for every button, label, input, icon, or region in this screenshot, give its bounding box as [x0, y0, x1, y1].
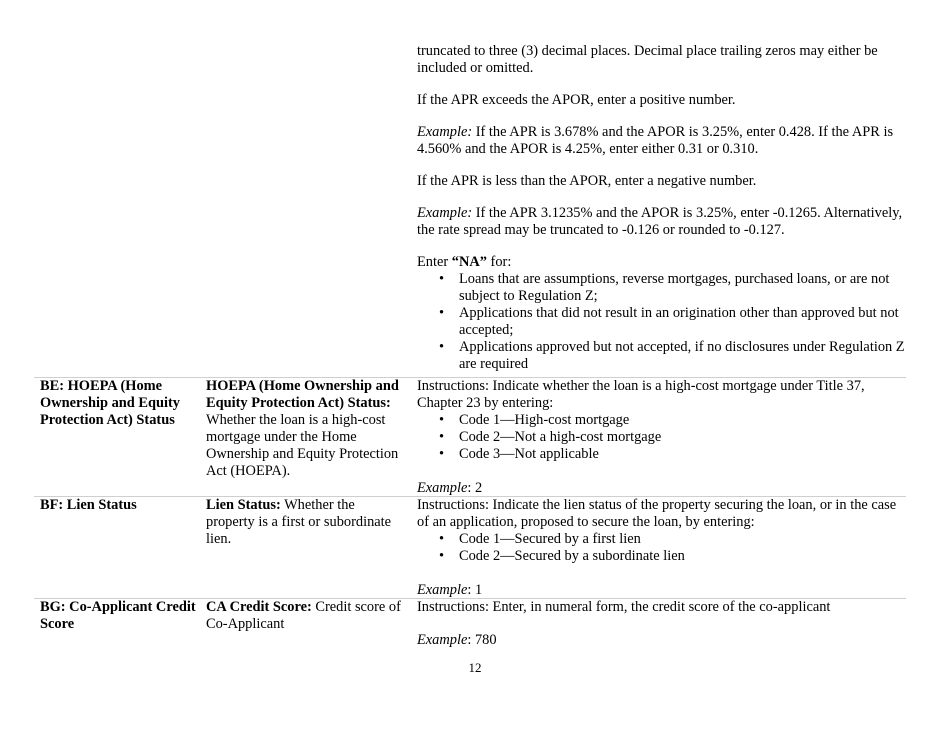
truncation-paragraph: truncated to three (3) decimal places. Decimal place trailing zeros may either be included or omitted.: [417, 43, 878, 76]
description-title: HOEPA (Home Ownership and Equity Protection Act) Status:: [206, 378, 399, 411]
example-value: : 2: [467, 480, 483, 496]
instructions-text: Instructions: Indicate whether the loan is a high-cost mortgage under Title 37, Chapter 23 by entering:: [417, 378, 865, 411]
description-text: Credit score of Co-Applicant: [206, 599, 401, 632]
code-list: [417, 412, 907, 463]
field-instructions-bg: [417, 599, 907, 649]
example-label: Example: [417, 582, 468, 598]
description-title: CA Credit Score:: [206, 599, 312, 615]
field-description-bg: [206, 599, 406, 633]
description-text: Whether the property is a first or subordinate lien.: [206, 497, 392, 547]
list-item: • Code 1—High-cost mortgage: [417, 412, 907, 429]
list-item: • Applications that did not result in an origination other than approved but not accepted;: [417, 305, 907, 339]
field-name-be: BE: HOEPA (Home Ownership and Equity Protection Act) Status: [40, 378, 180, 428]
example-text: If the APR 3.1235% and the APOR is 3.25%, enter -0.1265. Alternatively, the rate spread may be truncated to -0.126 or rounded to -0.127.: [417, 205, 903, 238]
list-item: • Applications approved but not accepted, if no disclosures under Regulation Z are required: [417, 339, 907, 373]
instructions-text: Instructions: Indicate the lien status of the property securing the loan, or in the case of an application, proposed to secure the loan, by entering:: [417, 497, 897, 530]
list-item: • Code 3—Not applicable: [417, 446, 907, 463]
code-list: [417, 531, 907, 565]
example-paragraph: [417, 582, 907, 599]
field-description-bf: [206, 497, 406, 548]
positive-number-paragraph: If the APR exceeds the APOR, enter a positive number.: [417, 92, 736, 108]
list-item: • Code 1—Secured by a first lien: [417, 531, 907, 548]
list-item: • Code 2—Secured by a subordinate lien: [417, 548, 907, 565]
example-label: Example: [417, 480, 468, 496]
positive-example-paragraph: [417, 124, 907, 158]
rate-spread-continuation: [417, 43, 907, 373]
enter-suffix: for:: [486, 254, 512, 270]
field-description-be: [206, 378, 406, 480]
negative-example-paragraph: [417, 205, 907, 239]
enter-na-paragraph: [417, 254, 907, 271]
list-item: • Code 2—Not a high-cost mortgage: [417, 429, 907, 446]
example-label: Example:: [417, 205, 473, 221]
description-text: Whether the loan is a high-cost mortgage under the Home Ownership and Equity Protection Act (HOEPA).: [206, 412, 399, 479]
negative-number-paragraph: If the APR is less than the APOR, enter a negative number.: [417, 173, 757, 189]
example-paragraph: [417, 480, 907, 497]
field-instructions-bf: [417, 497, 907, 599]
page-number: 12: [468, 660, 482, 675]
example-label: Example: [417, 632, 468, 648]
field-name-bf: BF: Lien Status: [40, 497, 137, 513]
field-instructions-be: [417, 378, 907, 497]
na-list: [417, 271, 907, 373]
enter-prefix: Enter: [417, 254, 452, 270]
list-item: • Loans that are assumptions, reverse mortgages, purchased loans, or are not subject to Regulation Z;: [417, 271, 907, 305]
example-paragraph: [417, 632, 907, 649]
example-value: : 780: [467, 632, 497, 648]
description-title: Lien Status:: [206, 497, 281, 513]
example-label: Example:: [417, 124, 473, 140]
field-name-bg: BG: Co-Applicant Credit Score: [40, 599, 196, 632]
na-value: “NA”: [451, 254, 487, 270]
instructions-text: Instructions: Enter, in numeral form, the credit score of the co-applicant: [417, 599, 831, 615]
example-text: If the APR is 3.678% and the APOR is 3.25%, enter 0.428. If the APR is 4.560% and the APOR is 4.25%, enter either 0.31 or 0.310.: [417, 124, 894, 157]
example-value: : 1: [467, 582, 483, 598]
